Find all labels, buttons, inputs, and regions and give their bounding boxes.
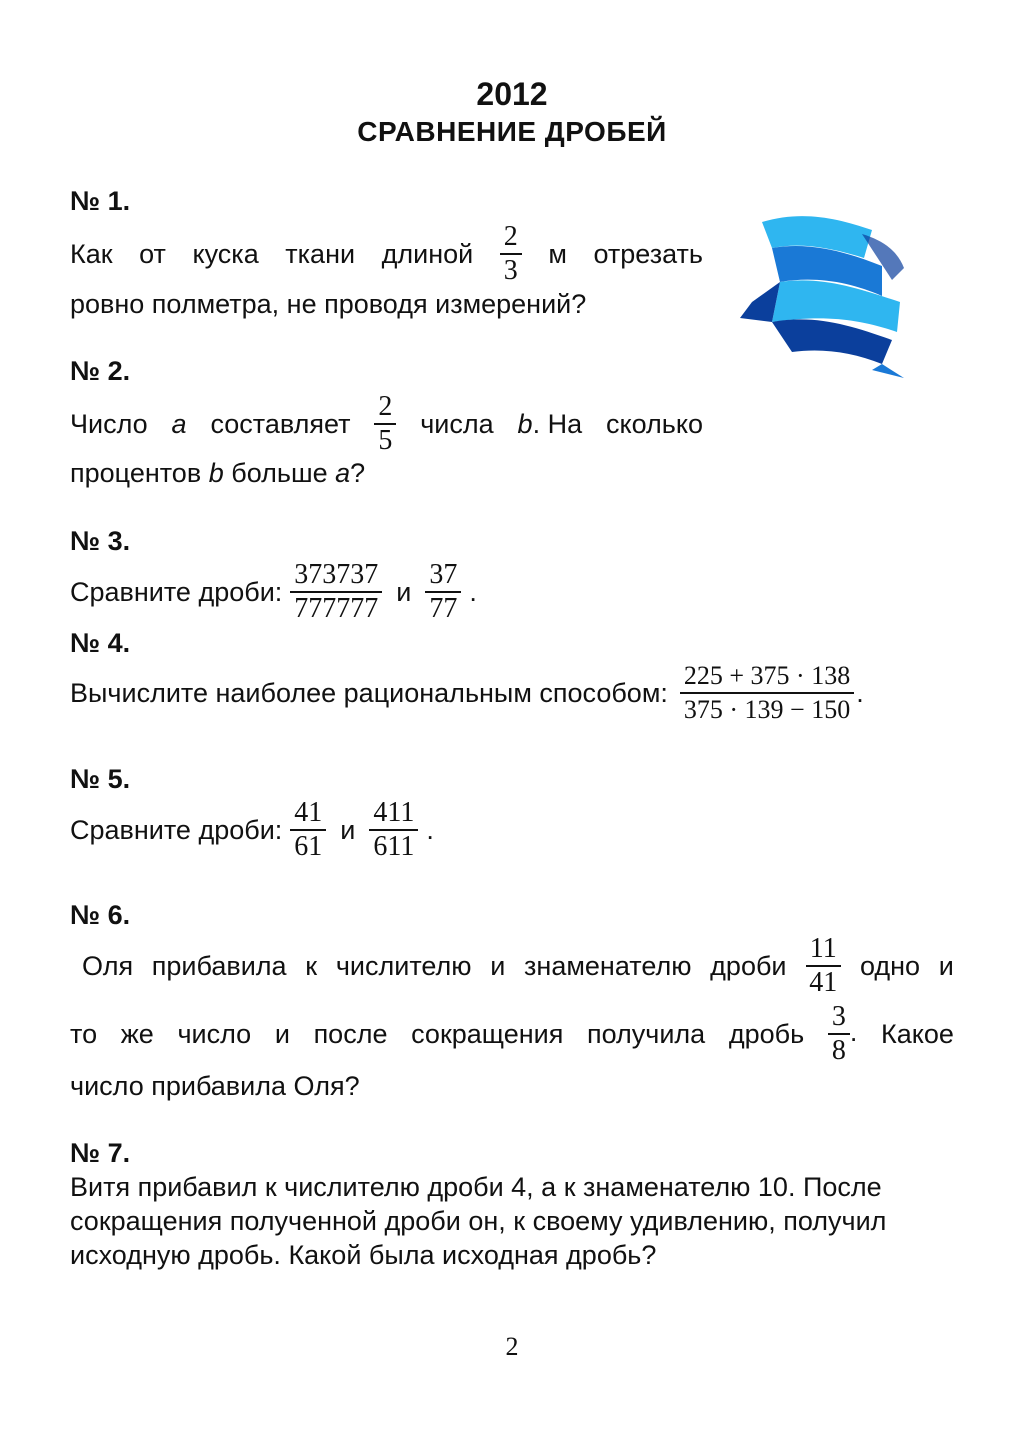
problem-5-line <box>70 798 434 862</box>
denominator: 611 <box>373 831 415 862</box>
problem-1-line1 <box>70 221 703 286</box>
denominator: 8 <box>831 1035 846 1066</box>
word: больше <box>231 458 328 488</box>
problem-1-label: № 1. <box>70 186 131 216</box>
fraction <box>374 391 396 457</box>
word: сколько <box>606 409 703 439</box>
fraction-2 <box>425 559 461 625</box>
period: . <box>469 577 477 607</box>
word: процентов <box>70 458 202 488</box>
word: ткани <box>285 239 356 269</box>
denominator: 61 <box>294 831 323 862</box>
denominator: 41 <box>809 967 838 998</box>
word: Оля <box>82 951 134 981</box>
problem-1-line2: ровно полметра, не проводя измерений? <box>70 289 587 319</box>
numerator: 11 <box>806 933 841 967</box>
numerator: 37 <box>425 559 461 593</box>
numerator: 373737 <box>290 559 382 593</box>
word: сокращения <box>411 1019 564 1049</box>
fraction <box>805 933 841 999</box>
variable-a: a <box>335 458 351 488</box>
problem-2-line1 <box>70 391 703 456</box>
problem-2-label: № 2. <box>70 356 131 386</box>
word: составляет <box>210 409 351 439</box>
word: и <box>490 951 506 981</box>
problem-4-line <box>70 660 864 726</box>
numerator: 2 <box>500 221 522 255</box>
word: м <box>548 239 567 269</box>
problem-6-line2 <box>70 1002 954 1066</box>
fraction-1 <box>290 559 382 625</box>
variable-a: a <box>171 409 187 439</box>
numerator: 2 <box>374 391 396 425</box>
period: . <box>856 678 864 708</box>
denominator: 77 <box>429 593 458 624</box>
word: от <box>139 239 166 269</box>
fraction-1 <box>290 797 326 863</box>
word: числа <box>420 409 494 439</box>
word: прибавила <box>151 951 287 981</box>
problem-3-line <box>70 560 477 624</box>
fraction <box>500 221 522 287</box>
page-year: 2012 <box>476 76 548 112</box>
word: то <box>70 1019 98 1049</box>
word: числителю <box>335 951 472 981</box>
word: получила <box>586 1019 706 1049</box>
fraction <box>828 1001 850 1067</box>
problem-4-text: Вычислите наиболее рациональным способом: <box>70 678 668 708</box>
problem-6-label: № 6. <box>70 900 131 930</box>
denominator: 777777 <box>294 593 379 624</box>
word-group <box>518 407 583 441</box>
problem-7-label: № 7. <box>70 1138 131 1168</box>
conjunction: и <box>340 815 356 845</box>
numerator: 411 <box>369 797 418 831</box>
word: к <box>305 951 318 981</box>
word: и <box>274 1019 290 1049</box>
problem-7-line1: Витя прибавил к числителю дроби 4, а к знаменателю 10. После <box>70 1172 882 1202</box>
denominator: 375 · 139 − 150 <box>683 695 851 724</box>
word: отрезать <box>593 239 703 269</box>
word: куска <box>192 239 259 269</box>
numerator: 225 + 375 · 138 <box>680 660 854 694</box>
word: же <box>120 1019 154 1049</box>
word: знаменателю <box>524 951 692 981</box>
ribbon-illustration <box>732 210 922 390</box>
word-group <box>828 1001 858 1067</box>
problem-6-line1 <box>82 934 954 998</box>
problem-4-label: № 4. <box>70 628 131 658</box>
period: . <box>849 1017 858 1048</box>
page-number: 2 <box>505 1332 519 1361</box>
period: . <box>426 815 434 845</box>
word: Как <box>70 239 113 269</box>
word: дробь <box>728 1019 805 1049</box>
numerator: 3 <box>828 1001 850 1035</box>
page-title: СРАВНЕНИЕ ДРОБЕЙ <box>357 116 667 147</box>
word: число <box>177 1019 252 1049</box>
fraction <box>680 660 854 726</box>
word: . На <box>532 409 583 439</box>
denominator: 3 <box>503 255 518 286</box>
word: и <box>938 951 954 981</box>
problem-5-label: № 5. <box>70 764 131 794</box>
denominator: 5 <box>378 425 393 456</box>
problem-3-label: № 3. <box>70 526 131 556</box>
problem-2-line2 <box>70 456 365 490</box>
problem-3-text: Сравните дроби: <box>70 577 283 607</box>
question-mark: ? <box>350 458 366 488</box>
problem-7-line3: исходную дробь. Какой была исходная дробь? <box>70 1240 657 1270</box>
word: одно <box>859 951 921 981</box>
numerator: 41 <box>290 797 326 831</box>
word: Число <box>70 409 148 439</box>
problem-6-line3: число прибавила Оля? <box>70 1071 360 1101</box>
variable-b: b <box>517 409 533 439</box>
word: Какое <box>880 1019 954 1049</box>
problem-7-line2: сокращения полученной дроби он, к своему удивлению, получил <box>70 1206 887 1236</box>
variable-b: b <box>208 458 224 488</box>
problem-5-text: Сравните дроби: <box>70 815 283 845</box>
conjunction: и <box>396 577 412 607</box>
word: длиной <box>381 239 474 269</box>
word: после <box>313 1019 388 1049</box>
word: дроби <box>710 951 787 981</box>
fraction-2 <box>369 797 418 863</box>
